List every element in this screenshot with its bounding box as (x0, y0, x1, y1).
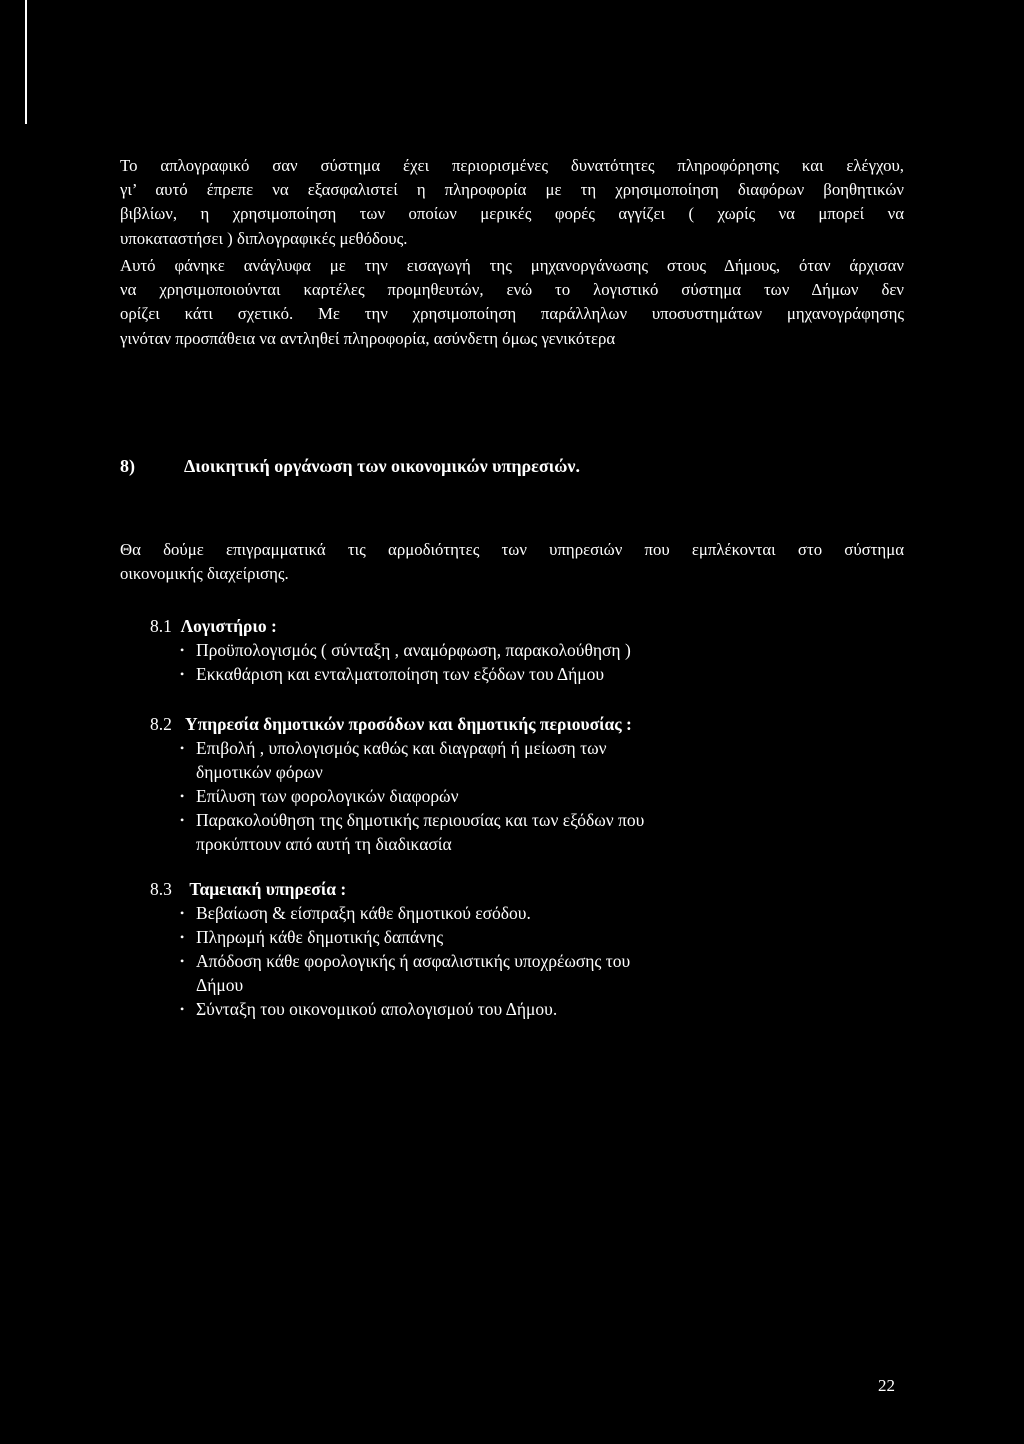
bullet-icon: • (180, 813, 185, 827)
list-item (150, 808, 644, 832)
list-item-text: Απόδοση κάθε φορολογικής ή ασφαλιστικής υποχρέωσης του (196, 951, 631, 971)
section-number: 8.2 (150, 714, 172, 734)
list-item (150, 662, 631, 686)
list-item-continuation: δημοτικών φόρων (196, 762, 323, 782)
page-number: 22 (878, 1376, 895, 1395)
list-item-text: Πληρωμή κάθε δημοτικής δαπάνης (196, 927, 444, 947)
bullet-icon: • (180, 954, 185, 968)
list-item-text: Παρακολούθηση της δημοτικής περιουσίας και των εξόδων που (196, 810, 645, 830)
bullet-icon: • (180, 1002, 185, 1016)
section-heading (120, 456, 580, 477)
list-item-text: Επιβολή , υπολογισμός καθώς και διαγραφή ή μείωση των (196, 738, 607, 758)
list-item (150, 925, 630, 949)
list-item-text: Προϋπολογισμός ( σύνταξη , αναμόρφωση, παρακολούθηση ) (196, 640, 631, 660)
paragraph-overview (120, 538, 904, 586)
list-item-text: Βεβαίωση & είσπραξη κάθε δημοτικού εσόδου. (196, 903, 531, 923)
bullet-icon: • (180, 906, 185, 920)
section-title (150, 877, 630, 901)
paragraph-line: ορίζει κάτι σχετικό. Με την χρησιμοποίηση παράλληλων υποσυστημάτων μηχανογράφησης (120, 304, 904, 324)
section-municipal-revenue (150, 712, 644, 856)
paragraph-line: γινόταν προσπάθεια να αντληθεί πληροφορία, ασύνδετη όμως γενικότερα (120, 328, 616, 348)
section-title (150, 614, 631, 638)
list-item-text: Εκκαθάριση και ενταλματοποίηση των εξόδων του Δήμου (196, 664, 605, 684)
section-name: Υπηρεσία δημοτικών προσόδων και δημοτικής περιουσίας : (185, 714, 632, 734)
paragraph-line: γι’ αυτό έπρεπε να εξασφαλιστεί η πληροφορία με τη χρησιμοποίηση διαφόρων βοηθητικών (120, 180, 904, 200)
bullet-icon: • (180, 789, 185, 803)
section-accounting (150, 614, 631, 686)
heading-number: 8) (120, 456, 135, 476)
bullet-icon: • (180, 667, 185, 681)
section-name: Ταμειακή υπηρεσία : (189, 879, 347, 899)
list-item-continuation: Δήμου (196, 975, 244, 995)
paragraph-line: οικονομικής διαχείρισης. (120, 564, 289, 584)
bullet-icon: • (180, 643, 185, 657)
section-name: Λογιστήριο : (180, 616, 277, 636)
paragraph-line: Θα δούμε επιγραμματικά τις αρμοδιότητες των υπηρεσιών που εμπλέκονται στο σύστημα (120, 540, 904, 559)
paragraph-line: να χρησιμοποιούνται καρτέλες προμηθευτών, ενώ το λογιστικό σύστημα των Δήμων δεν (120, 280, 904, 300)
paragraph-line: βιβλίων, η χρησιμοποίηση των οποίων μερικές φορές αγγίζει ( χωρίς να μπορεί να (120, 204, 904, 224)
list-item-text: Σύνταξη του οικονομικού απολογισμού του Δήμου. (196, 999, 558, 1019)
paragraph-mechanization (120, 254, 904, 351)
heading-title: Διοικητική οργάνωση των οικονομικών υπηρεσιών. (184, 456, 580, 476)
section-title (150, 712, 644, 736)
section-treasury (150, 877, 630, 1021)
bullet-icon: • (180, 741, 185, 755)
list-item (150, 901, 630, 925)
section-number: 8.1 (150, 616, 172, 636)
list-item (150, 949, 630, 973)
list-item (150, 997, 630, 1021)
list-item (150, 638, 631, 662)
list-item (150, 784, 644, 808)
bullet-icon: • (180, 930, 185, 944)
paragraph-line: υποκαταστήσει ) διπλογραφικές μεθόδους. (120, 228, 408, 248)
section-number: 8.3 (150, 879, 172, 899)
page-edge-line (25, 0, 27, 124)
list-item-text: Επίλυση των φορολογικών διαφορών (196, 786, 459, 806)
list-item (150, 736, 644, 760)
paragraph-line: Το απλογραφικό σαν σύστημα έχει περιορισμένες δυνατότητες πληροφόρησης και ελέγχου, (120, 156, 904, 175)
paragraph-line: Αυτό φάνηκε ανάγλυφα με την εισαγωγή της μηχανοργάνωσης στους Δήμους, όταν άρχισαν (120, 256, 904, 275)
paragraph-intro (120, 154, 904, 251)
list-item-continuation: προκύπτουν από αυτή τη διαδικασία (196, 834, 452, 854)
